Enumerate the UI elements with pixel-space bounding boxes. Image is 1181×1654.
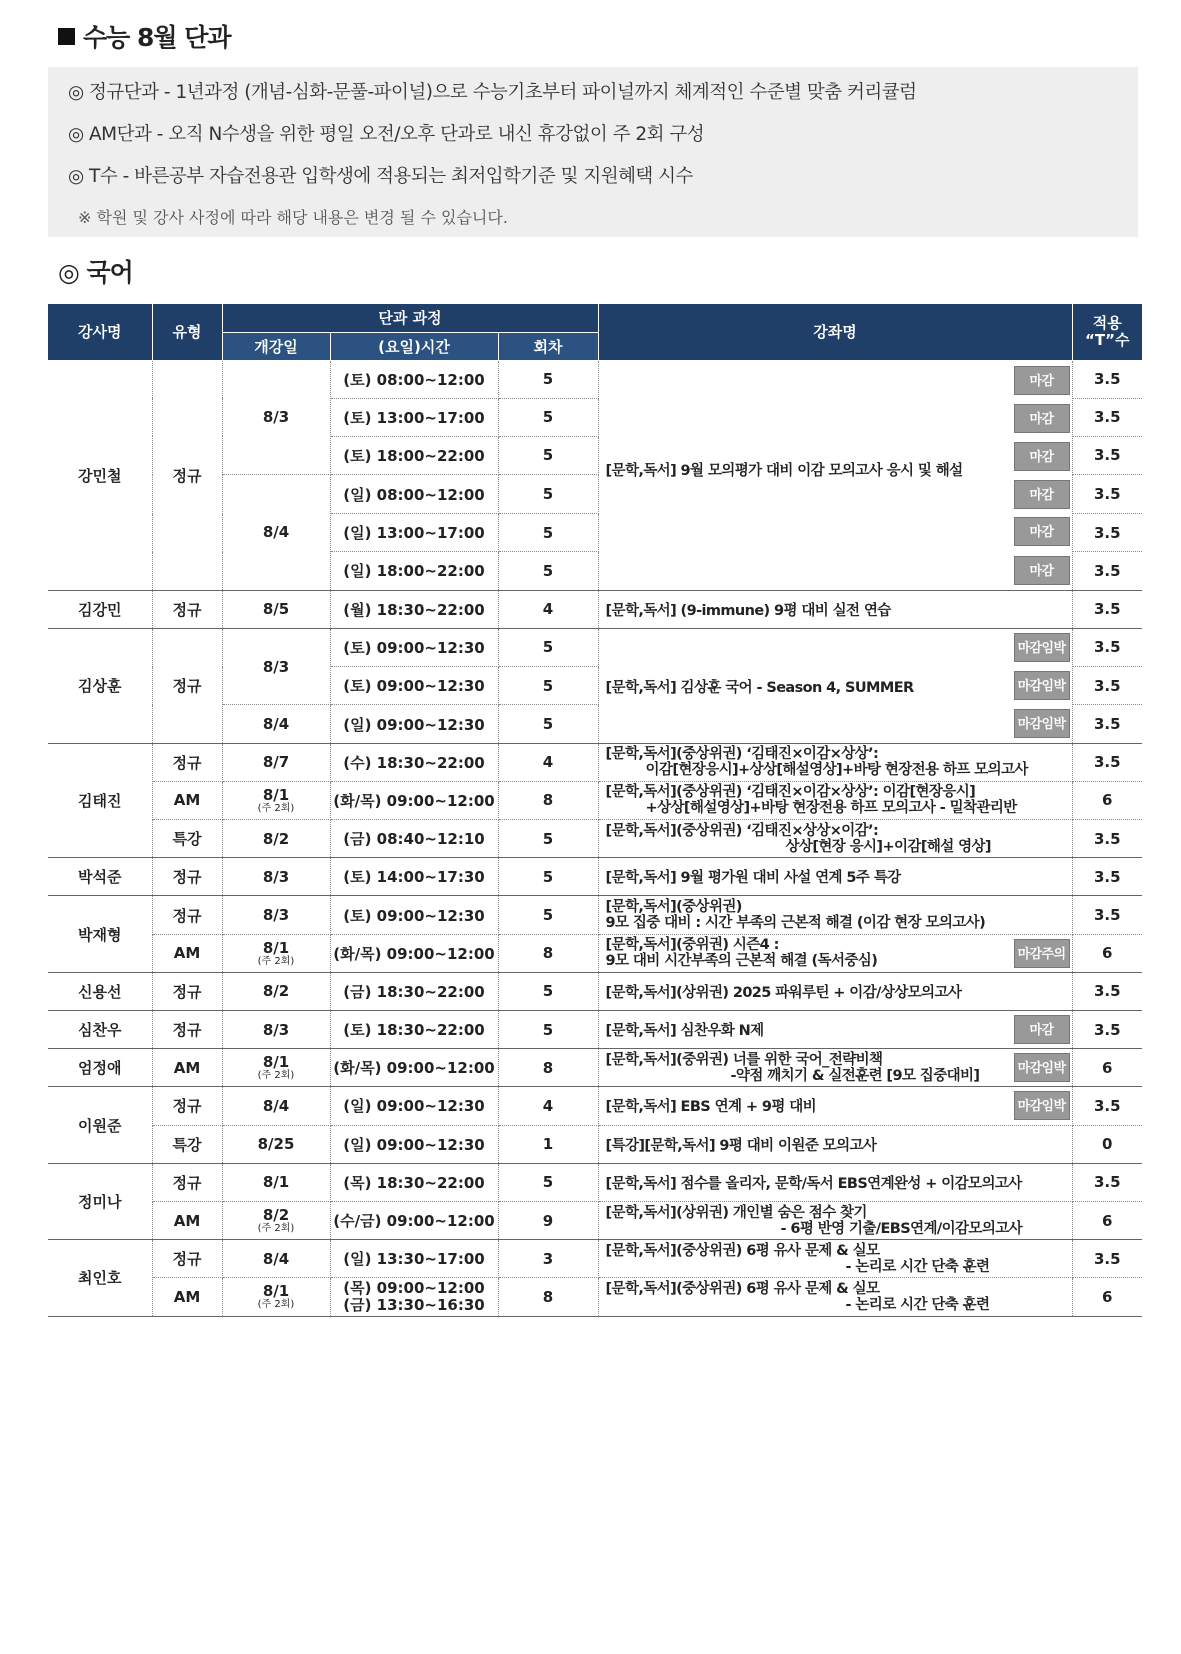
status-badge: 마감임박 (1014, 709, 1070, 738)
course-cell: [문학,독서] 심찬우화 N제 마감 (598, 1011, 1072, 1049)
course-cell: [문학,독서](상위권) 2025 파워루틴 + 이감/상상모의고사 (598, 972, 1072, 1010)
sessions-cell: 4 (498, 590, 598, 628)
sessions-cell: 5 (498, 705, 598, 743)
t-count-cell: 3.5 (1072, 820, 1142, 858)
time-cell: (목) 09:00~12:00 (금) 13:30~16:30 (330, 1278, 498, 1316)
sessions-cell: 5 (498, 360, 598, 398)
type-cell: AM (152, 1278, 222, 1316)
t-count-cell: 3.5 (1072, 514, 1142, 552)
time-cell: (토) 09:00~12:30 (330, 667, 498, 705)
teacher-cell: 강민철 (48, 360, 152, 590)
type-cell: AM (152, 1049, 222, 1087)
start-cell: 8/1 (주 2회) (222, 934, 330, 972)
teacher-cell: 김태진 (48, 743, 152, 858)
t-count-cell: 3.5 (1072, 552, 1142, 590)
t-count-cell: 3.5 (1072, 436, 1142, 474)
teacher-cell: 박재형 (48, 896, 152, 972)
table-row (48, 1201, 1142, 1239)
time-cell: (토) 14:00~17:30 (330, 858, 498, 896)
status-badge: 마감임박 (1014, 1053, 1070, 1082)
status-badge: 마감임박 (1014, 633, 1070, 662)
time-cell: (일) 13:30~17:00 (330, 1240, 498, 1278)
t-count-cell: 3.5 (1072, 667, 1142, 705)
teacher-cell: 김상훈 (48, 628, 152, 743)
table-row (48, 1087, 1142, 1125)
start-cell: 8/4 (222, 705, 330, 743)
table-row (48, 896, 1142, 934)
type-cell: 정규 (152, 743, 222, 781)
course-cell: [문학,독서](중상위권) 6평 유사 문제 & 실모 - 논리로 시간 단축 훈련 (598, 1278, 1072, 1316)
course-cell: [문학,독서] 9월 평가원 대비 사설 연계 5주 특강 (598, 858, 1072, 896)
notes-box (48, 67, 1138, 237)
header-sessions: 회차 (498, 332, 598, 360)
teacher-cell: 정미나 (48, 1163, 152, 1239)
status-badge: 마감임박 (1014, 1091, 1070, 1120)
start-cell: 8/4 (222, 1087, 330, 1125)
table-row (48, 1240, 1142, 1278)
note-disclaimer: ※ 학원 및 강사 사정에 따라 해당 내용은 변경 될 수 있습니다. (78, 208, 508, 227)
start-cell: 8/3 (222, 896, 330, 934)
time-cell: (토) 09:00~12:30 (330, 628, 498, 666)
course-cell: [문학,독서](중상위권) ‘김태진×이감×상상’: 이감[현장응시] +상상[해설영상]+바탕 현장전용 하프 모의고사 - 밀착관리반 (598, 781, 1072, 819)
start-cell: 8/7 (222, 743, 330, 781)
type-cell: 정규 (152, 1011, 222, 1049)
square-bullet-icon (58, 28, 75, 45)
time-cell: (수/금) 09:00~12:00 (330, 1201, 498, 1239)
table-row (48, 781, 1142, 819)
type-cell: 정규 (152, 1240, 222, 1278)
course-cell: [문학,독서](중상위권) 6평 유사 문제 & 실모 - 논리로 시간 단축 훈련 (598, 1240, 1072, 1278)
course-cell: [문학,독서](중위권) 시즌4 : 9모 대비 시간부족의 근본적 해결 (독서중심) 마감주의 (598, 934, 1072, 972)
table-row (48, 1278, 1142, 1316)
t-count-cell: 3.5 (1072, 628, 1142, 666)
start-cell: 8/2 (주 2회) (222, 1201, 330, 1239)
t-count-cell: 6 (1072, 1049, 1142, 1087)
sessions-cell: 5 (498, 820, 598, 858)
type-cell: AM (152, 781, 222, 819)
status-badge: 마감 (1014, 556, 1070, 585)
header-time: (요일)시간 (330, 332, 498, 360)
time-cell: (목) 18:30~22:00 (330, 1163, 498, 1201)
t-count-cell: 3.5 (1072, 705, 1142, 743)
start-cell: 8/3 (222, 858, 330, 896)
time-cell: (수) 18:30~22:00 (330, 743, 498, 781)
t-count-cell: 3.5 (1072, 858, 1142, 896)
start-cell: 8/1 (주 2회) (222, 781, 330, 819)
course-cell: [문학,독서](중위권) 너를 위한 국어_전략비책 -약점 깨치기 & 실전훈련 [9모 집중대비] 마감임박 (598, 1049, 1072, 1087)
start-cell: 8/3 (222, 628, 330, 705)
course-cell (598, 628, 1072, 743)
type-cell: 특강 (152, 820, 222, 858)
time-cell: (일) 09:00~12:30 (330, 1125, 498, 1163)
table-row (48, 934, 1142, 972)
start-cell: 8/2 (222, 820, 330, 858)
status-badge: 마감 (1014, 404, 1070, 433)
sessions-cell: 5 (498, 398, 598, 436)
status-badge: 마감 (1014, 442, 1070, 471)
time-cell: (토) 18:00~22:00 (330, 436, 498, 474)
table-row (48, 1125, 1142, 1163)
sessions-cell: 5 (498, 1163, 598, 1201)
t-count-cell: 3.5 (1072, 590, 1142, 628)
type-cell: 정규 (152, 858, 222, 896)
course-cell: [문학,독서] 점수를 올리자, 문학/독서 EBS연계완성 + 이감모의고사 (598, 1163, 1072, 1201)
t-count-cell: 6 (1072, 781, 1142, 819)
t-count-cell: 3.5 (1072, 398, 1142, 436)
sessions-cell: 5 (498, 858, 598, 896)
course-cell: [특강][문학,독서] 9평 대비 이원준 모의고사 (598, 1125, 1072, 1163)
table-row (48, 820, 1142, 858)
time-cell: (월) 18:30~22:00 (330, 590, 498, 628)
start-cell: 8/1 (222, 1163, 330, 1201)
section-title: ◎ 국어 (58, 258, 133, 287)
type-cell: AM (152, 1201, 222, 1239)
sessions-cell: 5 (498, 972, 598, 1010)
course-cell: [문학,독서] (9-immune) 9평 대비 실전 연습 (598, 590, 1072, 628)
sessions-cell: 5 (498, 667, 598, 705)
type-cell: 정규 (152, 972, 222, 1010)
t-count-cell: 6 (1072, 1201, 1142, 1239)
status-badge: 마감주의 (1014, 939, 1070, 968)
t-count-cell: 3.5 (1072, 475, 1142, 514)
page-title: 수능 8월 단과 (58, 18, 231, 54)
sessions-cell: 1 (498, 1125, 598, 1163)
sessions-cell: 8 (498, 1278, 598, 1316)
schedule-table (48, 304, 1142, 1317)
time-cell: (일) 09:00~12:30 (330, 705, 498, 743)
header-course-name: 강좌명 (598, 304, 1072, 360)
sessions-cell: 5 (498, 628, 598, 666)
start-cell: 8/5 (222, 590, 330, 628)
course-cell: [문학,독서] EBS 연계 + 9평 대비 마감임박 (598, 1087, 1072, 1125)
course-cell (598, 360, 1072, 590)
start-cell: 8/4 (222, 475, 330, 590)
time-cell: (화/목) 09:00~12:00 (330, 1049, 498, 1087)
sessions-cell: 5 (498, 552, 598, 590)
teacher-cell: 박석준 (48, 858, 152, 896)
sessions-cell: 5 (498, 896, 598, 934)
status-badge: 마감 (1014, 480, 1070, 509)
teacher-cell: 최인호 (48, 1240, 152, 1316)
sessions-cell: 4 (498, 1087, 598, 1125)
start-cell: 8/25 (222, 1125, 330, 1163)
start-cell: 8/3 (222, 360, 330, 475)
header-t-count: 적용 “T”수 (1072, 304, 1142, 360)
t-count-cell: 3.5 (1072, 896, 1142, 934)
note-regular: ◎ 정규단과 - 1년과정 (개념-심화-문풀-파이널)으로 수능기초부터 파이널까지 체계적인 수준별 맞춤 커리큘럼 (68, 82, 917, 103)
table-row (48, 360, 1142, 398)
course-cell: [문학,독서](중상위권) ‘김태진×상상×이감’: 상상[현장 응시]+이감[해설 영상] (598, 820, 1072, 858)
table-row (48, 628, 1142, 666)
start-cell: 8/1 (주 2회) (222, 1049, 330, 1087)
t-count-cell: 3.5 (1072, 972, 1142, 1010)
time-cell: (금) 18:30~22:00 (330, 972, 498, 1010)
time-cell: (금) 08:40~12:10 (330, 820, 498, 858)
time-cell: (화/목) 09:00~12:00 (330, 934, 498, 972)
status-badge: 마감 (1014, 366, 1070, 395)
type-cell: 정규 (152, 1163, 222, 1201)
note-t: ◎ T수 - 바른공부 자습전용관 입학생에 적용되는 최저입학기준 및 지원혜택 시수 (68, 166, 693, 187)
t-count-cell: 3.5 (1072, 743, 1142, 781)
start-cell: 8/3 (222, 1011, 330, 1049)
status-badge: 마감 (1014, 1015, 1070, 1044)
sessions-cell: 3 (498, 1240, 598, 1278)
sessions-cell: 5 (498, 514, 598, 552)
table-row (48, 1163, 1142, 1201)
course-cell: [문학,독서](중상위권) ‘김태진×이감×상상’: 이감[현장응시]+상상[해설영상]+바탕 현장전용 하프 모의고사 (598, 743, 1072, 781)
header-type: 유형 (152, 304, 222, 360)
type-cell: 정규 (152, 1087, 222, 1125)
sessions-cell: 8 (498, 934, 598, 972)
header-course-group: 단과 과정 (222, 304, 598, 332)
type-cell: AM (152, 934, 222, 972)
time-cell: (토) 09:00~12:30 (330, 896, 498, 934)
course-cell: [문학,독서](상위권) 개인별 숨은 점수 찾기 - 6평 반영 기출/EBS연계/이감모의고사 (598, 1201, 1072, 1239)
sessions-cell: 9 (498, 1201, 598, 1239)
table-row (48, 858, 1142, 896)
status-badge: 마감임박 (1014, 671, 1070, 700)
teacher-cell: 심찬우 (48, 1011, 152, 1049)
note-am: ◎ AM단과 - 오직 N수생을 위한 평일 오전/오후 단과로 내신 휴강없이 주 2회 구성 (68, 124, 705, 145)
type-cell: 특강 (152, 1125, 222, 1163)
t-count-cell: 6 (1072, 1278, 1142, 1316)
type-cell: 정규 (152, 628, 222, 743)
sessions-cell: 5 (498, 1011, 598, 1049)
time-cell: (일) 08:00~12:00 (330, 475, 498, 514)
teacher-cell: 이원준 (48, 1087, 152, 1163)
t-count-cell: 3.5 (1072, 1011, 1142, 1049)
status-badge: 마감 (1014, 517, 1070, 546)
time-cell: (토) 13:00~17:00 (330, 398, 498, 436)
teacher-cell: 김강민 (48, 590, 152, 628)
t-count-cell: 6 (1072, 934, 1142, 972)
course-name: [문학,독서] 김상훈 국어 - Season 4, SUMMER (605, 679, 914, 696)
sessions-cell: 5 (498, 475, 598, 514)
t-count-cell: 3.5 (1072, 1087, 1142, 1125)
header-start: 개강일 (222, 332, 330, 360)
table-row (48, 743, 1142, 781)
time-cell: (화/목) 09:00~12:00 (330, 781, 498, 819)
type-cell: 정규 (152, 590, 222, 628)
time-cell: (일) 13:00~17:00 (330, 514, 498, 552)
t-count-cell: 3.5 (1072, 360, 1142, 398)
start-cell: 8/4 (222, 1240, 330, 1278)
table-row (48, 1011, 1142, 1049)
time-cell: (토) 18:30~22:00 (330, 1011, 498, 1049)
t-count-cell: 3.5 (1072, 1240, 1142, 1278)
type-cell: 정규 (152, 896, 222, 934)
start-cell: 8/1 (주 2회) (222, 1278, 330, 1316)
sessions-cell: 4 (498, 743, 598, 781)
table-row (48, 590, 1142, 628)
start-cell: 8/2 (222, 972, 330, 1010)
t-count-cell: 3.5 (1072, 1163, 1142, 1201)
teacher-cell: 신용선 (48, 972, 152, 1010)
time-cell: (일) 09:00~12:30 (330, 1087, 498, 1125)
header-teacher: 강사명 (48, 304, 152, 360)
sessions-cell: 5 (498, 436, 598, 474)
time-cell: (토) 08:00~12:00 (330, 360, 498, 398)
sessions-cell: 8 (498, 781, 598, 819)
teacher-cell: 엄정애 (48, 1049, 152, 1087)
sessions-cell: 8 (498, 1049, 598, 1087)
table-row (48, 1049, 1142, 1087)
table-row (48, 972, 1142, 1010)
course-name: [문학,독서] 9월 모의평가 대비 이감 모의고사 응시 및 해설 (605, 462, 963, 479)
type-cell: 정규 (152, 360, 222, 590)
time-cell: (일) 18:00~22:00 (330, 552, 498, 590)
course-cell: [문학,독서](중상위권) 9모 집중 대비 : 시간 부족의 근본적 해결 (이감 현장 모의고사) (598, 896, 1072, 934)
t-count-cell: 0 (1072, 1125, 1142, 1163)
